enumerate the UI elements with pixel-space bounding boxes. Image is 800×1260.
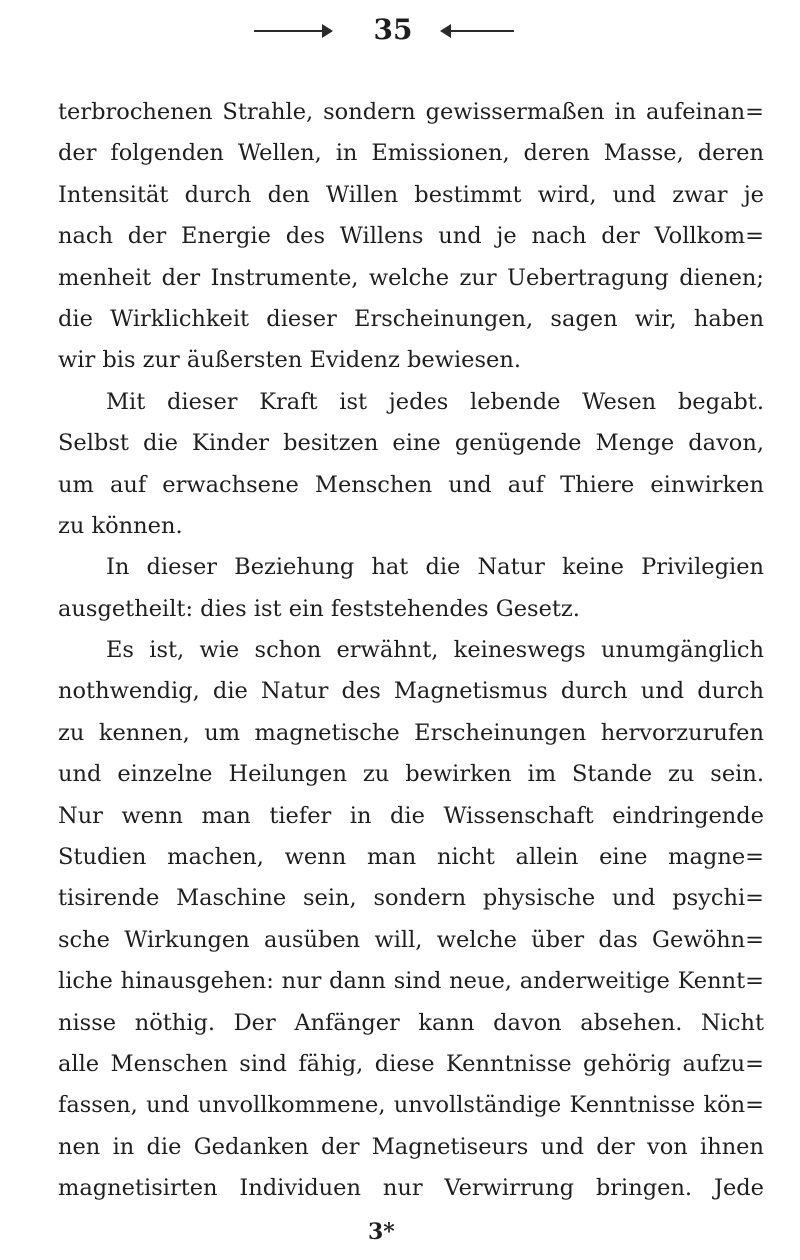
signature-mark: 3* [368,1219,395,1245]
text-line: sche Wirkungen ausüben will, welche über das Gewöhn= [58,926,764,953]
text-line: um auf erwachsene Menschen und auf Thiere einwirken [58,471,764,498]
text-line: nen in die Gedanken der Magnetiseurs und der von ihnen [58,1133,764,1160]
text-line: der folgenden Wellen, in Emissionen, deren Masse, deren [58,140,764,167]
text-line: Mit dieser Kraft ist jedes lebende Wesen begabt. [106,388,764,415]
text-line: die Wirklichkeit dieser Erscheinungen, sagen wir, haben [58,305,764,332]
text-line: Nur wenn man tiefer in die Wissenschaft eindringende [58,802,764,829]
text-line: Selbst die Kinder besitzen eine genügende Menge davon, [58,430,764,457]
text-line: Es ist, wie schon erwähnt, keineswegs unumgänglich [106,637,764,664]
arrow-right-icon [322,24,333,38]
text-line: liche hinausgehen: nur dann sind neue, anderweitige Kennt= [58,968,764,995]
text-line: wir bis zur äußersten Evidenz bewiesen. [58,347,522,374]
right-ornament-rule [450,30,514,32]
text-line: nisse nöthig. Der Anfänger kann davon absehen. Nicht [58,1009,764,1036]
text-line: menheit der Instrumente, welche zur Uebertragung dienen; [58,264,764,291]
text-line: Intensität durch den Willen bestimmt wird, und zwar je [58,181,764,208]
text-line: nothwendig, die Natur des Magnetismus durch und durch [58,678,764,705]
page-footer [0,1214,800,1250]
text-line: und einzelne Heilungen zu bewirken im Stande zu sein. [58,761,764,788]
left-ornament-rule [254,30,324,32]
body-text [58,92,764,1210]
text-line: terbrochenen Strahle, sondern gewissermaßen in aufeinan= [58,99,764,125]
text-line: ausgetheilt: dies ist ein feststehendes Gesetz. [58,595,580,622]
text-line: fassen, und unvollkommene, unvollständige Kenntnisse kön= [58,1092,764,1119]
page-number: 35 [373,13,413,46]
page-header [0,12,800,48]
text-line: nach der Energie des Willens und je nach der Vollkom= [58,223,764,250]
text-line: In dieser Beziehung hat die Natur keine Privilegien [106,554,764,581]
text-line: Studien machen, wenn man nicht allein eine magne= [58,844,764,871]
text-line: zu kennen, um magnetische Erscheinungen hervorzurufen [58,719,764,746]
text-line: alle Menschen sind fähig, diese Kenntnisse gehörig aufzu= [58,1050,764,1077]
text-line: zu können. [58,512,183,539]
text-line: magnetisirten Individuen nur Verwirrung bringen. Jede [58,1175,764,1202]
text-line: tisirende Maschine sein, sondern physische und psychi= [58,885,764,912]
